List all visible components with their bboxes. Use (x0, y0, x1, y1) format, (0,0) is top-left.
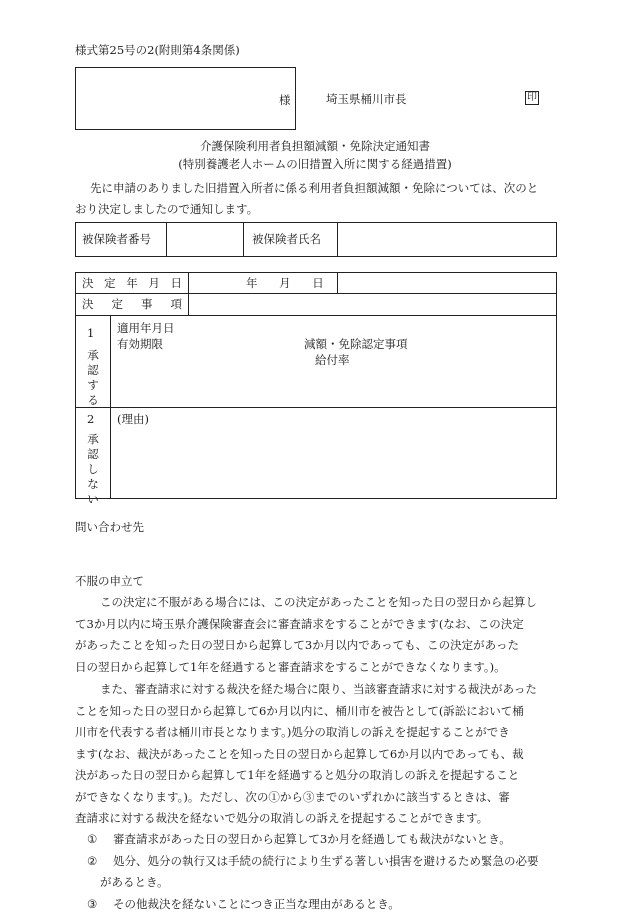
issuer-name: 埼玉県桶川市長 (326, 92, 407, 106)
approve-number: 1 (87, 326, 95, 340)
intro-line-1: 先に申請のありました旧措置入所者に係る利用者負担額減額・免除については、次のと (90, 181, 539, 195)
list-item: ② 処分、処分の執行又は手続の続行により生ずる著しい損害を避けるため緊急の必要 (87, 853, 539, 868)
reduction-items-label: 減額・免除認定事項 (304, 337, 408, 351)
valid-period-label: 有効期限 (117, 337, 163, 351)
decision-matter-label: 決 定 事 項 (82, 297, 182, 311)
decision-date-label: 決 定 年 月 日 (82, 276, 182, 290)
deny-label: 承認しない (87, 432, 99, 506)
appeal-heading: 不服の申立て (75, 574, 144, 588)
appeal-items: ① 審査請求があった日の翌日から起算して3か月を経過しても裁決がないとき。 ② 処分、処分の執行又は手続の続行により生ずる著しい損害を避けるため緊急の必要 があるとき。 ③ その他裁決を経ないことにつき正当な理由があるとき。 (75, 829, 557, 915)
honorific: 様 (279, 93, 291, 107)
insured-table (75, 222, 557, 257)
form-number: 様式第25号の2(附則第4条関係) (75, 43, 240, 57)
applied-date-label: 適用年月日 (117, 321, 175, 335)
insured-number-label: 被保険者番号 (82, 232, 151, 246)
decision-date-value: 年 月 日 (246, 276, 324, 290)
intro-line-2: おり決定しましたので通知します。 (75, 202, 259, 216)
approve-label: 承認する (87, 348, 99, 407)
addressee-box (75, 67, 296, 130)
contact-label: 問い合わせ先 (75, 520, 144, 534)
seal-stamp: 印 (527, 92, 537, 103)
list-item: ① 審査請求があった日の翌日から起算して3か月を経過しても裁決がないとき。 (87, 832, 511, 846)
reason-label: (理由) (117, 412, 149, 426)
appeal-paragraph-2: また、審査請求に対する裁決を経た場合に限り、当該審査請求に対する裁決があった ことを知った日の翌日から起算して6か月以内に、桶川市を被告として(訴訟において桶 川市を代表する者は桶川市長となります。)処分の取消しの訴えを提起することができ ます(なお、裁決があったことを知った日の翌日から起算して6か月以内であっても、裁 決があった日の翌日から起算して1年を経過すると処分の取消しの訴えを提起すること ができなくなります。)。ただし、次の①から③までのいずれかに該当するときは、審 査請求に対する裁決を経ないで処分の取消しの訴えを提起することができます。 (75, 682, 537, 825)
decision-table (75, 272, 557, 506)
appeal-paragraph-1: この決定に不服がある場合には、この決定があったことを知った日の翌日から起算し て3か月以内に埼玉県介護保険審査会に審査請求をすることができます(なお、この決定 があったことを知った日の翌日から起算して3か月以内であっても、この決定があった 日の翌日から起算して1年を経過すると審査請求をすることができなくなります。)。 (75, 595, 537, 674)
deny-number: 2 (87, 412, 95, 426)
insured-name-label: 被保険者氏名 (252, 232, 321, 246)
list-item: ③ その他裁決を経ないことにつき正当な理由があるとき。 (87, 896, 400, 911)
document-subtitle: (特別養護老人ホームの旧措置入所に関する経過措置) (178, 157, 452, 171)
document-title: 介護保険利用者負担額減額・免除決定通知書 (200, 139, 430, 153)
benefit-rate-label: 給付率 (315, 353, 350, 367)
